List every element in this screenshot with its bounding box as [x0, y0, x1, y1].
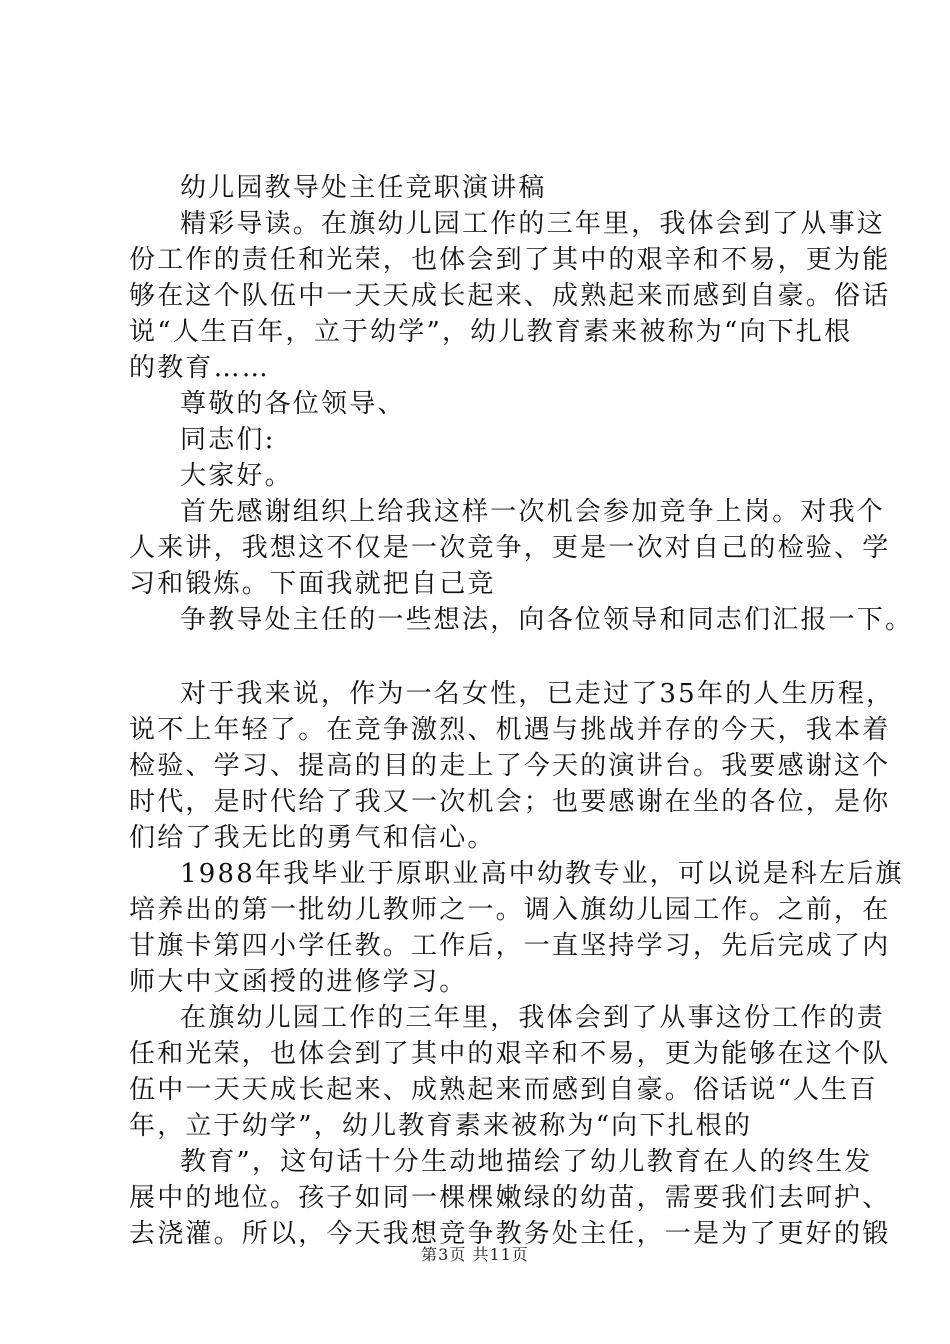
- text-line: 甘旗卡第四小学任教。工作后，一直坚持学习，先后完成了内: [129, 931, 891, 961]
- greeting-line: 大家好。: [180, 461, 293, 491]
- text-line: 去浇灌。所以，今天我想竞争教务处主任，一是为了更好的锻: [129, 1219, 891, 1249]
- text-line: 份工作的责任和光荣，也体会到了其中的艰辛和不易，更为能: [129, 245, 891, 275]
- text-line: 说不上年轻了。在竞争激烈、机遇与挑战并存的今天，我本着: [129, 715, 891, 745]
- text-line: 检验、学习、提高的目的走上了今天的演讲台。我要感谢这个: [129, 751, 891, 781]
- text-line: 年，立于幼学”，幼儿教育素来被称为“向下扎根的: [129, 1111, 753, 1141]
- text-line: 人来讲，我想这不仅是一次竞争，更是一次对自己的检验、学: [129, 533, 891, 563]
- salutation-line: 尊敬的各位领导、: [180, 389, 406, 419]
- text-line: 1988年我毕业于原职业高中幼教专业，可以说是科左后旗: [180, 859, 904, 889]
- salutation-line: 同志们:: [180, 425, 276, 455]
- text-line: 习和锻炼。下面我就把自己竞: [129, 569, 496, 599]
- text-line: 时代，是时代给了我又一次机会；也要感谢在坐的各位，是你: [129, 787, 891, 817]
- text-line: 展中的地位。孩子如同一棵棵嫩绿的幼苗，需要我们去呵护、: [129, 1183, 891, 1213]
- page-number-footer: 第3页 共11页: [421, 1245, 529, 1264]
- text-line: 对于我来说，作为一名女性，已走过了35年的人生历程，: [180, 679, 895, 709]
- text-line: 们给了我无比的勇气和信心。: [129, 823, 496, 853]
- text-line: 教育”，这句话十分生动地描绘了幼儿教育在人的终生发: [180, 1147, 873, 1177]
- document-title: 幼儿园教导处主任竞职演讲稿: [180, 173, 547, 203]
- text-line: 首先感谢组织上给我这样一次机会参加竞争上岗。对我个: [180, 497, 886, 527]
- text-line: 任和光荣，也体会到了其中的艰辛和不易，更为能够在这个队: [129, 1039, 891, 1069]
- text-line: 说“人生百年，立于幼学”，幼儿教育素来被称为“向下扎根: [129, 317, 853, 347]
- text-line: 在旗幼儿园工作的三年里，我体会到了从事这份工作的责: [180, 1003, 886, 1033]
- text-line: 伍中一天天成长起来、成熟起来而感到自豪。俗话说“人生百: [129, 1075, 878, 1105]
- text-line: 精彩导读。在旗幼儿园工作的三年里，我体会到了从事这: [180, 209, 886, 239]
- text-line: 培养出的第一批幼儿教师之一。调入旗幼儿园工作。之前，在: [129, 895, 891, 925]
- text-line: 师大中文函授的进修学习。: [129, 967, 468, 997]
- text-line: 的教育……: [129, 353, 271, 383]
- text-line: 够在这个队伍中一天天成长起来、成熟起来而感到自豪。俗话: [129, 281, 891, 311]
- text-line: 争教导处主任的一些想法，向各位领导和同志们汇报一下。: [180, 605, 914, 635]
